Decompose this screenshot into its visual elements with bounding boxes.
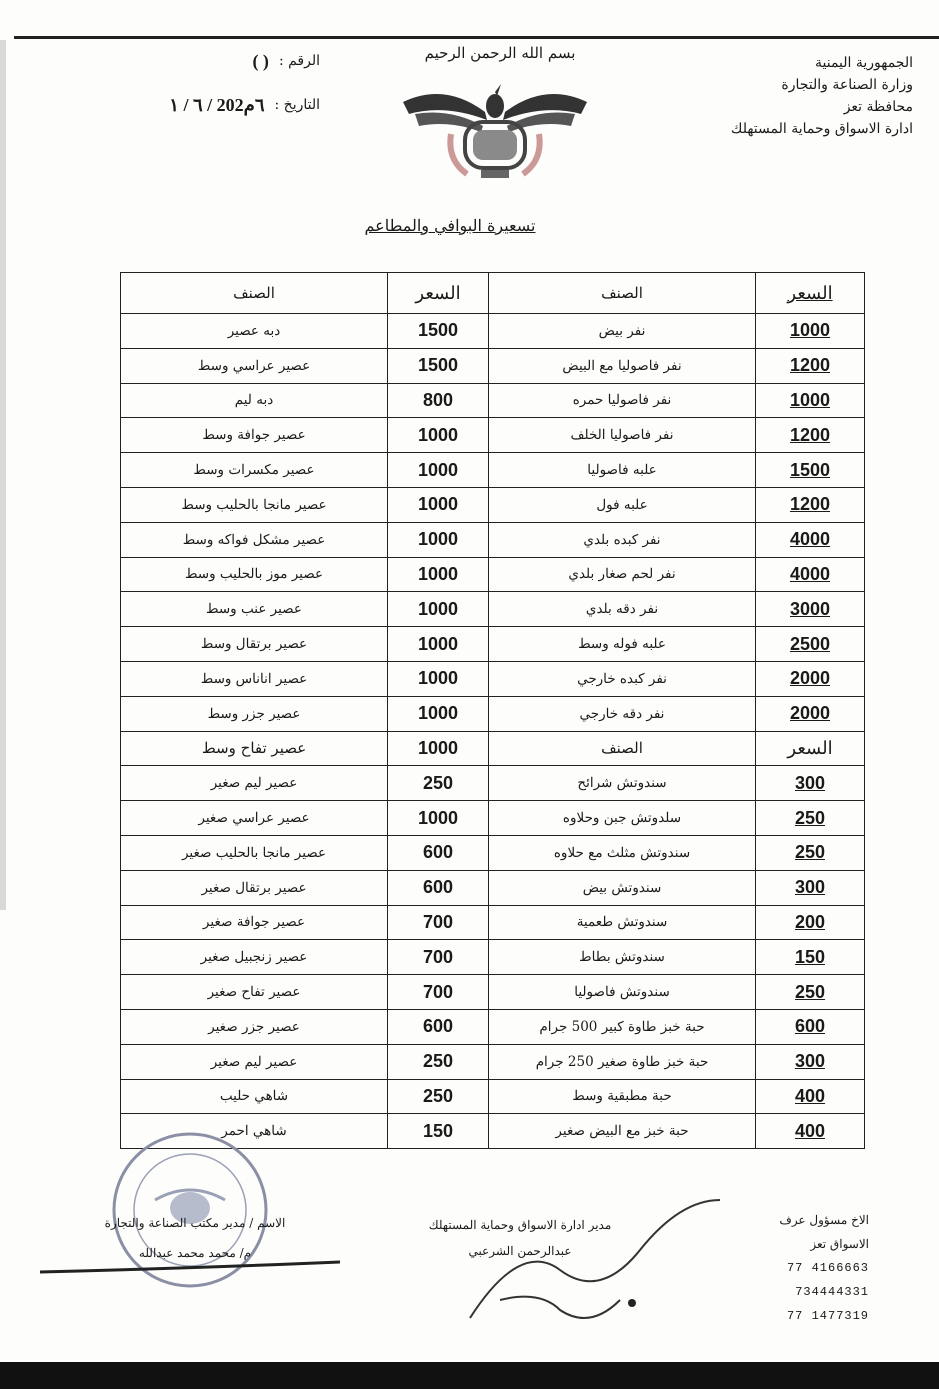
price-cell: 1200 [756,487,865,522]
office-signature-block [60,1208,330,1268]
price-cell: 1000 [388,592,489,627]
item-cell: عصير جوافة صغير [121,905,388,940]
price-cell: 4000 [756,557,865,592]
price-cell: 200 [756,905,865,940]
item-cell: عصير ليم صغير [121,1044,388,1079]
price-cell: 1000 [388,696,489,731]
price-cell: 1000 [388,731,489,766]
director-signature-block [380,1212,660,1264]
price-table [120,272,865,1149]
item-cell: عصير عراسي صغير [121,801,388,836]
price-cell: 250 [388,1079,489,1114]
price-cell: 700 [388,975,489,1010]
price-cell: 250 [756,975,865,1010]
price-cell: 600 [388,835,489,870]
phone-number: 77 1477319 [786,1309,869,1323]
table-row [121,801,865,836]
director-title: مدير ادارة الاسواق وحماية المستهلك [428,1218,612,1232]
col-header-item: الصنف [489,273,756,314]
date-label: التاريخ : [274,97,320,113]
item-cell: دبه عصير [121,314,388,349]
table-row [121,661,865,696]
price-cell: 1000 [756,314,865,349]
table-header-row [121,273,865,314]
date-row [60,90,320,120]
price-cell: 2000 [756,696,865,731]
ministry-header [673,52,913,140]
number-label: الرقم : [278,53,320,69]
top-rule [14,36,939,39]
phone-number: 734444331 [795,1285,869,1299]
table-row [121,975,865,1010]
item-cell: عصير جزر صغير [121,1009,388,1044]
price-cell: 1000 [388,661,489,696]
price-cell: 600 [388,870,489,905]
table-row [121,487,865,522]
table-row [121,905,865,940]
date-value: ٦ / ١ / 202٦م [169,94,265,115]
item-cell: حبة خبز طاوة كبير 500 جرام [489,1009,756,1044]
reference-block [60,46,320,134]
price-cell: 400 [756,1114,865,1149]
price-cell: 600 [756,1009,865,1044]
price-cell: 700 [388,940,489,975]
phone-number: 77 4166663 [786,1261,869,1275]
item-cell: عصير جزر وسط [121,696,388,731]
item-cell: شاهي احمر [121,1114,388,1149]
item-cell: حبة مطبقية وسط [489,1079,756,1114]
item-cell: عصير مكسرات وسط [121,453,388,488]
item-cell: عصير تفاح وسط [121,731,388,766]
price-cell: 1500 [388,348,489,383]
header-line-4: ادارة الاسواق وحماية المستهلك [730,121,913,137]
item-cell: عصير زنجبيل صغير [121,940,388,975]
price-cell: 1000 [388,627,489,662]
table-row [121,627,865,662]
scan-bottom-edge [0,1362,939,1389]
price-cell: 1000 [388,557,489,592]
price-cell: 1000 [388,453,489,488]
table-row [121,1044,865,1079]
table-row [121,835,865,870]
table-row [121,348,865,383]
item-cell: نفر بيض [489,314,756,349]
price-cell: 250 [756,835,865,870]
price-cell: 1000 [388,801,489,836]
item-cell: عصير عنب وسط [121,592,388,627]
price-cell: 800 [388,383,489,418]
item-cell: علبه فول [489,487,756,522]
header-line-2: وزارة الصناعة والتجارة [781,77,913,93]
item-cell: علبه فوله وسط [489,627,756,662]
item-cell: نفر فاصوليا الخلف [489,418,756,453]
header-line-1: الجمهورية اليمنية [814,55,913,71]
table-row [121,766,865,801]
table-row [121,557,865,592]
item-cell: عصير مانجا بالحليب صغير [121,835,388,870]
table-body [121,314,865,1149]
price-cell: 1200 [756,348,865,383]
item-cell: نفر دقه بلدي [489,592,756,627]
price-cell: 1500 [756,453,865,488]
item-cell: سندوتش بطاط [489,940,756,975]
item-cell: حبة خبز مع البيض صغير [489,1114,756,1149]
basmala: بسم الله الرحمن الرحيم [424,44,576,62]
price-cell: 400 [756,1079,865,1114]
director-name: عبدالرحمن الشرعبي [468,1244,572,1258]
price-cell: 250 [388,1044,489,1079]
price-cell: 150 [388,1114,489,1149]
number-row [60,46,320,76]
item-cell: نفر كبده خارجي [489,661,756,696]
item-cell: عصير مشكل فواكه وسط [121,522,388,557]
price-cell: 1000 [388,487,489,522]
price-cell: 2000 [756,661,865,696]
contact-line-1: الاخ مسؤول عرف [779,1213,869,1227]
price-cell: 1000 [756,383,865,418]
price-cell: 250 [756,801,865,836]
price-cell: 2500 [756,627,865,662]
price-cell: 700 [388,905,489,940]
contact-line-2: الاسواق تعز [810,1237,869,1251]
table-row [121,1079,865,1114]
item-cell: سندوتش فاصوليا [489,975,756,1010]
item-cell: عصير جوافة وسط [121,418,388,453]
table-row [121,453,865,488]
table-row [121,522,865,557]
item-cell: نفر فاصوليا حمره [489,383,756,418]
price-cell: 300 [756,870,865,905]
item-cell: عصير مانجا بالحليب وسط [121,487,388,522]
col-header-item: الصنف [489,731,756,766]
office-name: م/ محمد محمد عبدالله [138,1246,252,1260]
item-cell: سلدوتش جبن وحلاوه [489,801,756,836]
price-cell: 300 [756,766,865,801]
item-cell: سندوتش بيض [489,870,756,905]
item-cell: دبه ليم [121,383,388,418]
price-cell: 1000 [388,418,489,453]
item-cell: عصير موز بالحليب وسط [121,557,388,592]
table-row [121,592,865,627]
yemen-eagle-emblem-icon [395,74,595,184]
col-header-price: السعر [388,273,489,314]
number-value: ( ) [252,50,269,71]
item-cell: سندوتش مثلث مع حلاوه [489,835,756,870]
contact-block [699,1208,869,1328]
page-title: تسعيرة البوافي والمطاعم [364,216,536,235]
price-cell: 300 [756,1044,865,1079]
table-row [121,314,865,349]
table-subheader-row [121,731,865,766]
item-cell: نفر لحم صغار بلدي [489,557,756,592]
table-row [121,696,865,731]
table-row [121,870,865,905]
col-header-item: الصنف [121,273,388,314]
item-cell: نفر دقه خارجي [489,696,756,731]
item-cell: سندوتش شرائح [489,766,756,801]
item-cell: عصير برتقال صغير [121,870,388,905]
table-row [121,383,865,418]
item-cell: عصير تفاح صغير [121,975,388,1010]
office-title: الاسم / مدير مكتب الصناعة والتجارة [104,1216,286,1230]
item-cell: سندوتش طعمية [489,905,756,940]
item-cell: نفر كبده بلدي [489,522,756,557]
price-cell: 1000 [388,522,489,557]
item-cell: عصير ليم صغير [121,766,388,801]
table-row [121,418,865,453]
item-cell: عصير برتقال وسط [121,627,388,662]
price-cell: 150 [756,940,865,975]
scan-edge [0,40,6,910]
item-cell: عصير عراسي وسط [121,348,388,383]
item-cell: نفر فاصوليا مع البيض [489,348,756,383]
price-cell: 600 [388,1009,489,1044]
item-cell: عصير اناناس وسط [121,661,388,696]
table-row [121,940,865,975]
item-cell: حبة خبز طاوة صغير 250 جرام [489,1044,756,1079]
col-header-price: السعر [756,731,865,766]
price-cell: 1500 [388,314,489,349]
col-header-price: السعر [756,273,865,314]
price-cell: 1200 [756,418,865,453]
price-cell: 4000 [756,522,865,557]
item-cell: شاهي حليب [121,1079,388,1114]
price-cell: 250 [388,766,489,801]
item-cell: علبه فاصوليا [489,453,756,488]
price-cell: 3000 [756,592,865,627]
table-row [121,1009,865,1044]
header-line-3: محافظة تعز [843,99,913,115]
